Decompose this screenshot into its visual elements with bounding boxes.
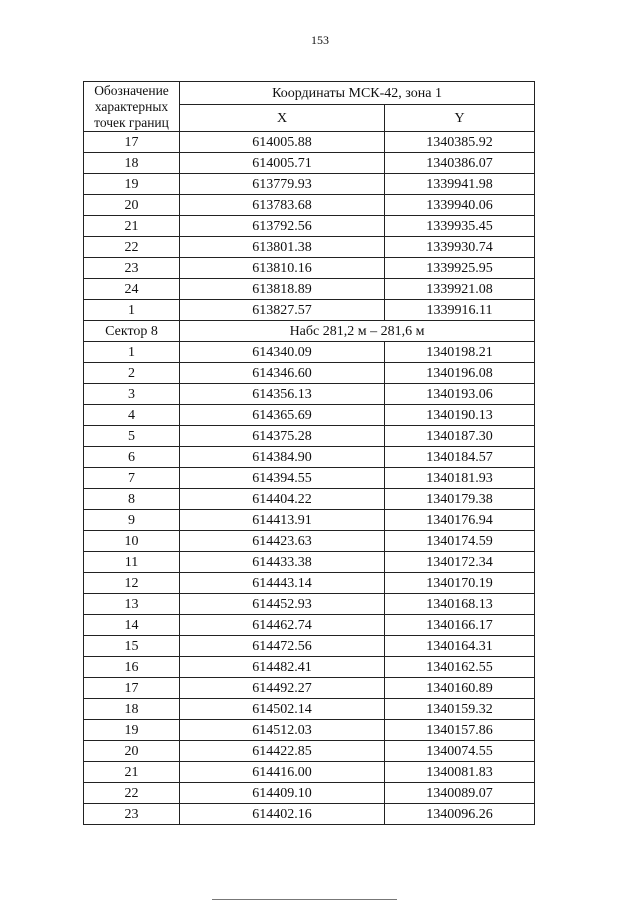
y-header: Y — [385, 105, 535, 132]
x-coordinate: 614512.03 — [180, 720, 385, 741]
point-number: 5 — [84, 426, 180, 447]
point-number: 13 — [84, 594, 180, 615]
y-coordinate: 1340179.38 — [385, 489, 535, 510]
point-number: 19 — [84, 174, 180, 195]
point-number: 8 — [84, 489, 180, 510]
table-row — [84, 405, 535, 426]
y-coordinate: 1339930.74 — [385, 237, 535, 258]
point-number: 20 — [84, 195, 180, 216]
y-coordinate: 1340193.06 — [385, 384, 535, 405]
sector-row — [84, 321, 535, 342]
point-number: 4 — [84, 405, 180, 426]
table-row — [84, 447, 535, 468]
table-row — [84, 762, 535, 783]
bottom-divider — [212, 899, 397, 900]
x-coordinate: 614472.56 — [180, 636, 385, 657]
sector-section — [84, 321, 535, 342]
table-row — [84, 636, 535, 657]
y-coordinate: 1340074.55 — [385, 741, 535, 762]
x-coordinate: 613801.38 — [180, 237, 385, 258]
table-row — [84, 363, 535, 384]
point-number: 16 — [84, 657, 180, 678]
y-coordinate: 1340386.07 — [385, 153, 535, 174]
point-number: 2 — [84, 363, 180, 384]
x-coordinate: 613827.57 — [180, 300, 385, 321]
y-coordinate: 1340198.21 — [385, 342, 535, 363]
y-coordinate: 1340187.30 — [385, 426, 535, 447]
x-coordinate: 614423.63 — [180, 531, 385, 552]
x-coordinate: 614005.88 — [180, 132, 385, 153]
y-coordinate: 1340166.17 — [385, 615, 535, 636]
x-coordinate: 614404.22 — [180, 489, 385, 510]
table-row — [84, 300, 535, 321]
y-coordinate: 1340170.19 — [385, 573, 535, 594]
x-coordinate: 614422.85 — [180, 741, 385, 762]
point-number: 11 — [84, 552, 180, 573]
table-body-after — [84, 342, 535, 825]
point-number: 23 — [84, 804, 180, 825]
y-coordinate: 1340096.26 — [385, 804, 535, 825]
x-coordinate: 614482.41 — [180, 657, 385, 678]
table-row — [84, 615, 535, 636]
coordinates-table — [83, 81, 535, 825]
table-row — [84, 174, 535, 195]
table-row — [84, 678, 535, 699]
y-coordinate: 1340190.13 — [385, 405, 535, 426]
y-coordinate: 1340157.86 — [385, 720, 535, 741]
table-row — [84, 195, 535, 216]
table-row — [84, 342, 535, 363]
table-row — [84, 573, 535, 594]
y-coordinate: 1340089.07 — [385, 783, 535, 804]
point-number: 22 — [84, 783, 180, 804]
x-coordinate: 614346.60 — [180, 363, 385, 384]
y-coordinate: 1339925.95 — [385, 258, 535, 279]
table-row — [84, 741, 535, 762]
point-number: 22 — [84, 237, 180, 258]
y-coordinate: 1340164.31 — [385, 636, 535, 657]
x-coordinate: 614356.13 — [180, 384, 385, 405]
y-coordinate: 1340168.13 — [385, 594, 535, 615]
table-row — [84, 258, 535, 279]
x-coordinate: 614452.93 — [180, 594, 385, 615]
coords-title-header: Координаты МСК-42, зона 1 — [180, 82, 535, 105]
table-body-before — [84, 132, 535, 321]
point-number: 3 — [84, 384, 180, 405]
point-number: 15 — [84, 636, 180, 657]
table-row — [84, 552, 535, 573]
sector-label: Сектор 8 — [84, 321, 180, 342]
table-row — [84, 216, 535, 237]
point-number: 12 — [84, 573, 180, 594]
page-number: 153 — [311, 33, 329, 47]
point-number: 17 — [84, 132, 180, 153]
point-number: 21 — [84, 216, 180, 237]
y-coordinate: 1340176.94 — [385, 510, 535, 531]
y-coordinate: 1339941.98 — [385, 174, 535, 195]
x-coordinate: 614433.38 — [180, 552, 385, 573]
table-row — [84, 720, 535, 741]
y-coordinate: 1339921.08 — [385, 279, 535, 300]
sector-height-range: Набс 281,2 м – 281,6 м — [180, 321, 535, 342]
point-number: 17 — [84, 678, 180, 699]
point-number: 9 — [84, 510, 180, 531]
y-coordinate: 1340385.92 — [385, 132, 535, 153]
x-coordinate: 614416.00 — [180, 762, 385, 783]
y-coordinate: 1339935.45 — [385, 216, 535, 237]
x-coordinate: 614462.74 — [180, 615, 385, 636]
table-row — [84, 594, 535, 615]
point-number: 1 — [84, 300, 180, 321]
table-row — [84, 132, 535, 153]
table-row — [84, 489, 535, 510]
x-coordinate: 613818.89 — [180, 279, 385, 300]
table-row — [84, 279, 535, 300]
point-number: 23 — [84, 258, 180, 279]
point-number: 24 — [84, 279, 180, 300]
table-row — [84, 384, 535, 405]
point-number: 18 — [84, 699, 180, 720]
y-coordinate: 1339916.11 — [385, 300, 535, 321]
x-coordinate: 614340.09 — [180, 342, 385, 363]
table-row — [84, 657, 535, 678]
x-coordinate: 613783.68 — [180, 195, 385, 216]
x-header: X — [180, 105, 385, 132]
x-coordinate: 614384.90 — [180, 447, 385, 468]
y-coordinate: 1340174.59 — [385, 531, 535, 552]
table-row — [84, 468, 535, 489]
point-number: 1 — [84, 342, 180, 363]
y-coordinate: 1340159.32 — [385, 699, 535, 720]
x-coordinate: 614443.14 — [180, 573, 385, 594]
x-coordinate: 614409.10 — [180, 783, 385, 804]
x-coordinate: 614492.27 — [180, 678, 385, 699]
point-number: 19 — [84, 720, 180, 741]
y-coordinate: 1340181.93 — [385, 468, 535, 489]
table-row — [84, 510, 535, 531]
point-number: 6 — [84, 447, 180, 468]
point-number: 21 — [84, 762, 180, 783]
y-coordinate: 1340184.57 — [385, 447, 535, 468]
table-row — [84, 783, 535, 804]
point-number: 14 — [84, 615, 180, 636]
x-coordinate: 614402.16 — [180, 804, 385, 825]
x-coordinate: 613792.56 — [180, 216, 385, 237]
y-coordinate: 1339940.06 — [385, 195, 535, 216]
table-row — [84, 804, 535, 825]
point-number: 18 — [84, 153, 180, 174]
x-coordinate: 613810.16 — [180, 258, 385, 279]
table-row — [84, 426, 535, 447]
y-coordinate: 1340196.08 — [385, 363, 535, 384]
x-coordinate: 614365.69 — [180, 405, 385, 426]
x-coordinate: 613779.93 — [180, 174, 385, 195]
designation-header: Обозначение характерных точек границ — [84, 82, 180, 132]
y-coordinate: 1340160.89 — [385, 678, 535, 699]
table-row — [84, 531, 535, 552]
x-coordinate: 614413.91 — [180, 510, 385, 531]
table-row — [84, 153, 535, 174]
x-coordinate: 614394.55 — [180, 468, 385, 489]
x-coordinate: 614502.14 — [180, 699, 385, 720]
table-row — [84, 699, 535, 720]
table-header-row — [84, 82, 535, 105]
y-coordinate: 1340172.34 — [385, 552, 535, 573]
y-coordinate: 1340081.83 — [385, 762, 535, 783]
x-coordinate: 614005.71 — [180, 153, 385, 174]
table-row — [84, 237, 535, 258]
x-coordinate: 614375.28 — [180, 426, 385, 447]
y-coordinate: 1340162.55 — [385, 657, 535, 678]
point-number: 7 — [84, 468, 180, 489]
point-number: 10 — [84, 531, 180, 552]
point-number: 20 — [84, 741, 180, 762]
